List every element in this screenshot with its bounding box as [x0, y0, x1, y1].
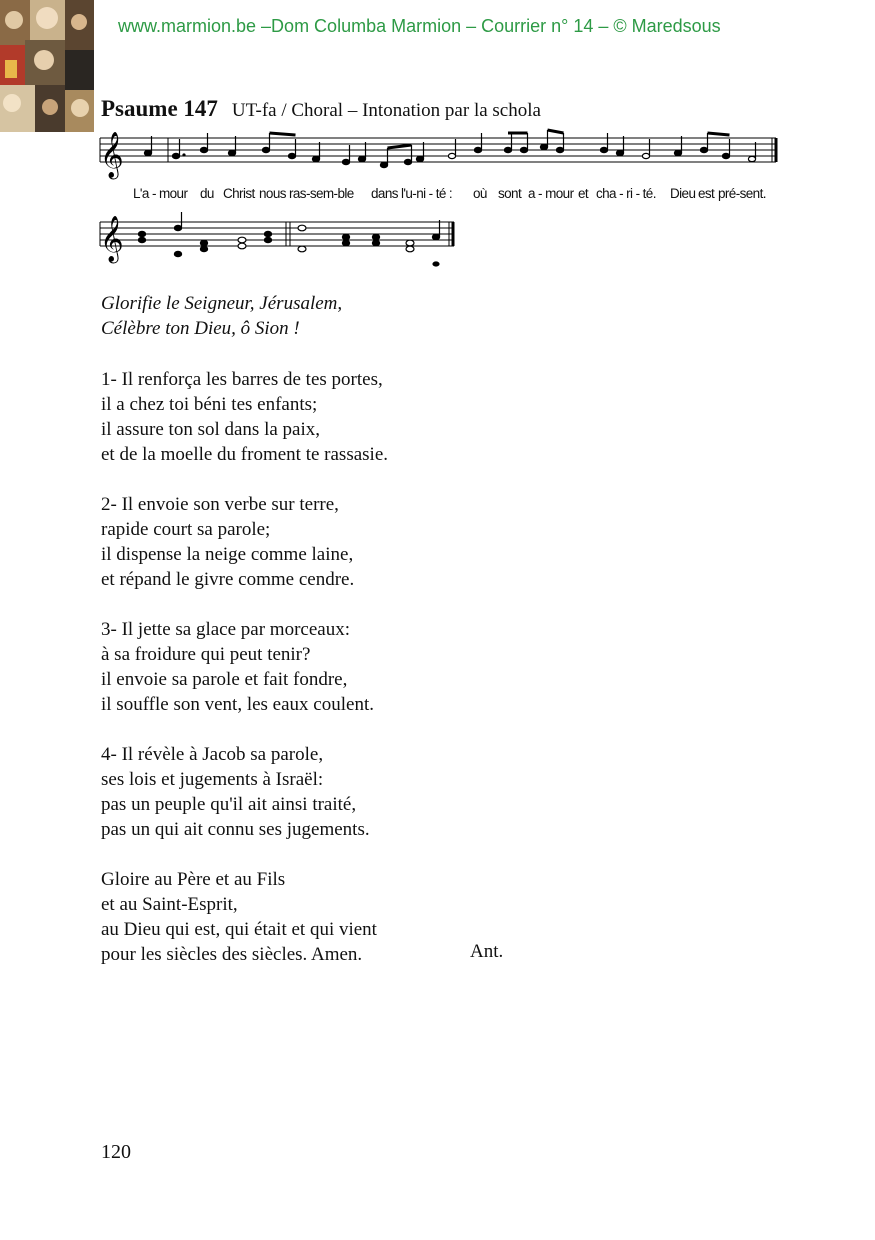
stanza-4 — [101, 742, 370, 842]
stanza-line: 1- Il renforça les barres de tes portes, — [101, 369, 383, 390]
stanza-line: rapide court sa parole; — [101, 519, 271, 540]
stanza-line: il assure ton sol dans la paix, — [101, 419, 320, 440]
lyric-syllable: pré-sent. — [718, 186, 766, 201]
psalm-heading — [101, 96, 541, 122]
stanza-line: pas un peuple qu'il ait ainsi traité, — [101, 794, 357, 815]
antiphon-line: Célèbre ton Dieu, ô Sion ! — [101, 318, 300, 339]
stanza-1 — [101, 367, 388, 467]
stanza-line: et au Saint-Esprit, — [101, 894, 238, 915]
stanza-line: et répand le givre comme cendre. — [101, 569, 355, 590]
page-number: 120 — [101, 1141, 131, 1163]
psalm-title: Psaume 147 — [101, 96, 218, 121]
stanza-line: 4- Il révèle à Jacob sa parole, — [101, 744, 324, 765]
svg-text:𝄞: 𝄞 — [100, 216, 124, 262]
lyric-syllable: et — [578, 186, 589, 201]
doxology — [101, 867, 377, 967]
lyric-syllable: Christ — [223, 186, 255, 201]
lyric-syllable: Dieu — [670, 186, 696, 201]
lyric-syllable: cha - ri - té. — [596, 186, 656, 201]
site-header: www.marmion.be –Dom Columba Marmion – Courrier n° 14 – © Maredsous — [118, 16, 721, 36]
lyric-syllable: nous — [259, 186, 286, 201]
stanza-line: 3- Il jette sa glace par morceaux: — [101, 619, 350, 640]
music-score — [96, 126, 786, 286]
stanza-3 — [101, 617, 374, 717]
antiphon-line: Glorifie le Seigneur, Jérusalem, — [101, 293, 343, 314]
stanza-line: il souffle son vent, les eaux coulent. — [101, 694, 374, 715]
marmion-photo-collage — [0, 0, 94, 132]
lyric-syllable: sont — [498, 186, 522, 201]
lyric-syllable: dans l'u-ni - té : — [371, 186, 453, 201]
stanza-line: 2- Il envoie son verbe sur terre, — [101, 494, 339, 515]
lyric-syllable: a - mour — [528, 186, 574, 201]
stanza-2 — [101, 492, 354, 592]
stanza-line: il a chez toi béni tes enfants; — [101, 394, 318, 415]
antiphon — [101, 291, 342, 341]
stanza-line: au Dieu qui est, qui était et qui vient — [101, 919, 377, 940]
antiphon-reference: Ant. — [470, 941, 504, 962]
stanza-line: pas un qui ait connu ses jugements. — [101, 819, 370, 840]
stanza-line: à sa froidure qui peut tenir? — [101, 644, 311, 665]
stanza-line: pour les siècles des siècles. Amen. — [101, 944, 363, 965]
svg-text:𝄞: 𝄞 — [100, 132, 124, 178]
psalm-subtitle: UT-fa / Choral – Intonation par la schola — [231, 100, 541, 121]
lyric-syllable: ras-sem-ble — [289, 186, 354, 201]
stanza-line: il dispense la neige comme laine, — [101, 544, 354, 565]
lyric-syllable: est — [698, 186, 715, 201]
stanza-line: Gloire au Père et au Fils — [101, 869, 286, 890]
lyric-syllable: du — [200, 186, 214, 201]
stanza-line: et de la moelle du froment te rassasie. — [101, 444, 389, 465]
lyric-syllable: L'a - mour — [133, 186, 188, 201]
music-staff — [96, 126, 786, 281]
lyric-syllable: où — [473, 186, 487, 201]
stanza-line: il envoie sa parole et fait fondre, — [101, 669, 348, 690]
stanza-line: ses lois et jugements à Israël: — [101, 769, 324, 790]
